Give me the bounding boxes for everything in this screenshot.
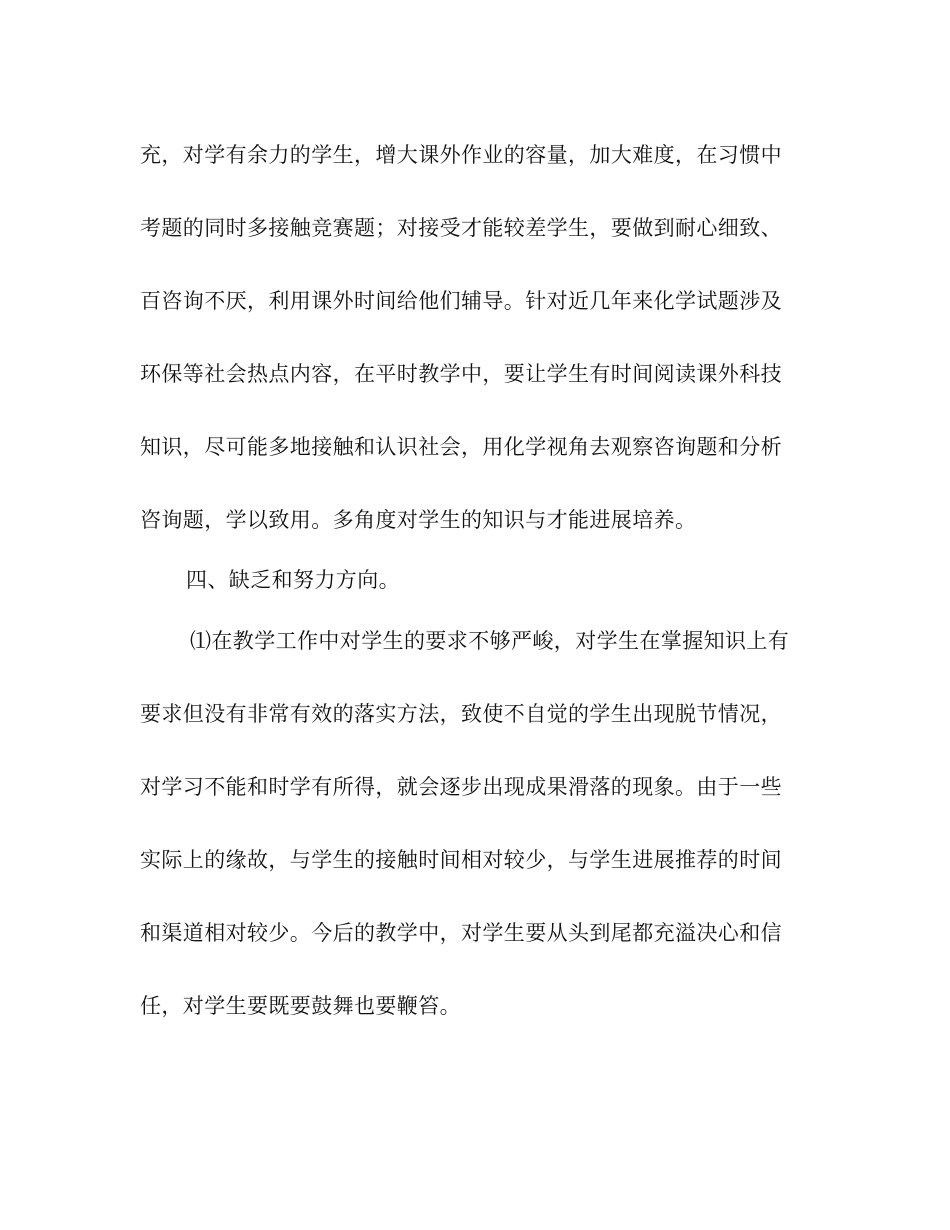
section-heading: 四、缺乏和努力方向。	[186, 568, 400, 592]
paragraph-line: 知识，尽可能多地接触和认识社会，用化学视角去观察咨询题和分析	[140, 435, 782, 459]
paragraph-line: 对学习不能和时学有所得，就会逐步出现成果滑落的现象。由于一些	[140, 775, 782, 799]
paragraph-line: 咨询题，学以致用。多角度对学生的知识与才能进展培养。	[140, 508, 697, 532]
paragraph-line: 实际上的缘故，与学生的接触时间相对较少，与学生进展推荐的时间	[140, 848, 782, 872]
paragraph-line: 考题的同时多接触竞赛题；对接受才能较差学生，要做到耐心细致、	[140, 216, 782, 240]
paragraph-line: 任，对学生要既要鼓舞也要鞭笞。	[140, 994, 461, 1018]
paragraph-line: ⑴在教学工作中对学生的要求不够严峻，对学生在掌握知识上有	[190, 629, 790, 653]
paragraph-line: 充，对学有余力的学生，增大课外作业的容量，加大难度，在习惯中	[140, 143, 782, 167]
paragraph-line: 环保等社会热点内容，在平时教学中，要让学生有时间阅读课外科技	[140, 362, 782, 386]
paragraph-line: 要求但没有非常有效的落实方法，致使不自觉的学生出现脱节情况，	[140, 702, 782, 726]
paragraph-line: 百咨询不厌，利用课外时间给他们辅导。针对近几年来化学试题涉及	[140, 289, 782, 313]
paragraph-line: 和渠道相对较少。今后的教学中，对学生要从头到尾都充溢决心和信	[140, 921, 782, 945]
